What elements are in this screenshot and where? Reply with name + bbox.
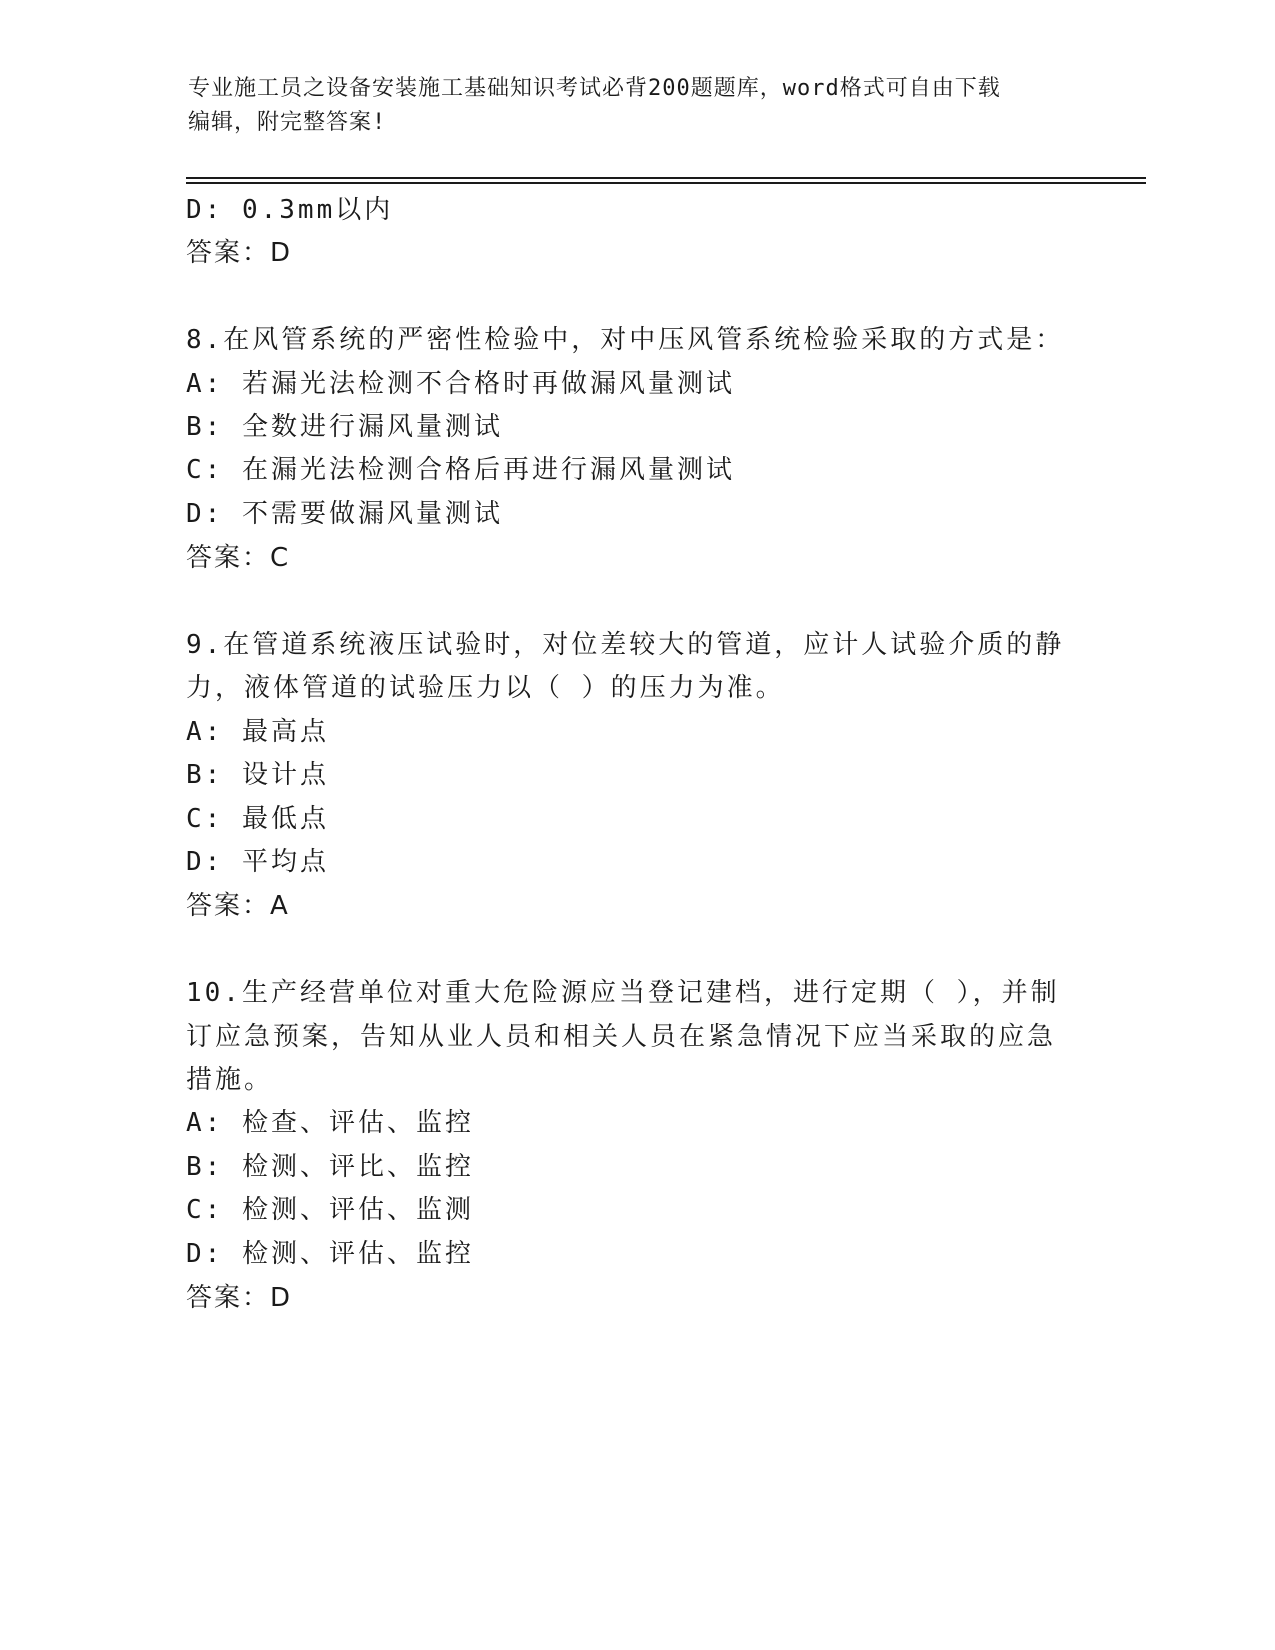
q9-option-c: C: 最低点 (186, 804, 329, 834)
q10-option-c: C: 检测、评估、监测 (186, 1195, 474, 1225)
q8-option-c: C: 在漏光法检测合格后再进行漏风量测试 (186, 455, 735, 485)
q9-option-b: B: 设计点 (186, 760, 329, 790)
q8-option-a: A: 若漏光法检测不合格时再做漏风量测试 (186, 369, 735, 399)
q10-stem-line-2: 订应急预案，告知从业人员和相关人员在紧急情况下应当采取的应急 (186, 1022, 1057, 1052)
q8-option-d: D: 不需要做漏风量测试 (186, 499, 503, 529)
q10-stem-line-3: 措施。 (186, 1065, 274, 1095)
q9-stem-line-2: 力，液体管道的试验压力以（ ）的压力为准。 (186, 673, 785, 703)
q10-answer: 答案：D (186, 1283, 293, 1313)
q10-option-a: A: 检查、评估、监控 (186, 1108, 474, 1138)
q9-option-a: A: 最高点 (186, 717, 329, 747)
q9-option-d: D: 平均点 (186, 847, 329, 877)
q9-answer: 答案：A (186, 891, 290, 921)
q9-stem-line-1: 9.在管道系统液压试验时，对位差较大的管道，应计人试验介质的静 (186, 630, 1065, 660)
q8-answer: 答案：C (186, 543, 291, 573)
prev-answer: 答案：D (186, 238, 293, 268)
header-divider-top (186, 177, 1146, 179)
q10-stem-line-1: 10.生产经营单位对重大危险源应当登记建档，进行定期（ ），并制 (186, 978, 1060, 1008)
document-header (188, 72, 1088, 140)
q8-stem: 8.在风管系统的严密性检验中，对中压风管系统检验采取的方式是： (186, 325, 1065, 355)
q10-option-d: D: 检测、评估、监控 (186, 1239, 474, 1269)
header-title-line-1: 专业施工员之设备安装施工基础知识考试必背200题题库，word格式可自由下载 (188, 76, 1001, 101)
q10-option-b: B: 检测、评比、监控 (186, 1152, 474, 1182)
q8-option-b: B: 全数进行漏风量测试 (186, 412, 503, 442)
header-title-line-2: 编辑，附完整答案! (188, 110, 387, 135)
prev-option-d: D: 0.3mm以内 (186, 195, 394, 225)
header-divider-bottom (186, 182, 1146, 184)
